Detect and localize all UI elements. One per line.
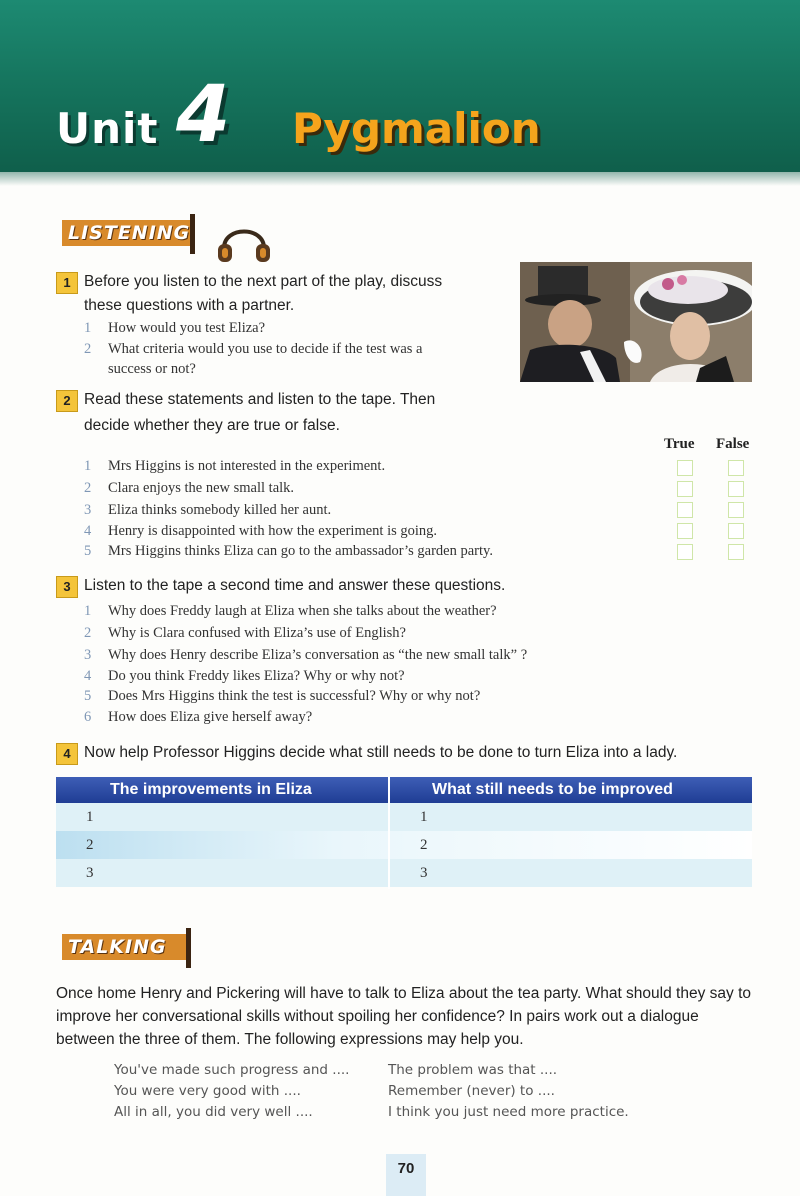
expression: The problem was that .... [388, 1062, 558, 1078]
page-number: 70 [386, 1154, 426, 1196]
q2-statement: 2 Clara enjoys the new small talk. [84, 480, 295, 496]
false-column-label: False [716, 436, 750, 452]
false-checkbox[interactable] [728, 502, 744, 518]
unit-word: Unit [56, 104, 159, 153]
true-checkbox[interactable] [677, 523, 693, 539]
table-header [56, 777, 752, 803]
q3-item: 4 Do you think Freddy likes Eliza? Why or why not? [84, 668, 405, 684]
question-4-number: 4 [56, 743, 78, 765]
q2-statement: 4 Henry is disappointed with how the experiment is going. [84, 523, 438, 539]
q3-item: 6 How does Eliza give herself away? [84, 709, 313, 725]
true-checkbox[interactable] [677, 460, 693, 476]
table-cell: 1 [420, 809, 428, 825]
listening-tag [62, 214, 198, 250]
table-row [56, 803, 752, 831]
question-1-number: 1 [56, 272, 78, 294]
unit-banner [0, 0, 800, 172]
q2-statement: 1 Mrs Higgins is not interested in the experiment. [84, 458, 386, 474]
talking-tag-label: TALKING [68, 936, 167, 958]
q3-item: 1 Why does Freddy laugh at Eliza when she talks about the weather? [84, 603, 497, 619]
question-2-line-2: decide whether they are true or false. [84, 417, 340, 434]
q3-item: 5 Does Mrs Higgins think the test is successful? Why or why not? [84, 688, 481, 704]
q2-statement: 5 Mrs Higgins thinks Eliza can go to the ambassador’s garden party. [84, 543, 493, 559]
question-1-line-1: Before you listen to the next part of the play, discuss [84, 273, 443, 290]
expression: Remember (never) to .... [388, 1083, 555, 1099]
true-checkbox[interactable] [677, 544, 693, 560]
false-checkbox[interactable] [728, 544, 744, 560]
listening-tag-label: LISTENING [68, 222, 191, 244]
q2-statement: 3 Eliza thinks somebody killed her aunt. [84, 502, 332, 518]
play-scene-photo [520, 262, 752, 382]
table-row [56, 859, 752, 887]
unit-number: 4 [176, 70, 231, 160]
expression: You've made such progress and .... [114, 1062, 350, 1078]
table-cell: 1 [86, 809, 94, 825]
table-row [56, 831, 752, 859]
table-column-divider [388, 777, 390, 889]
table-header-still-needed: What still needs to be improved [432, 781, 673, 798]
false-checkbox[interactable] [728, 460, 744, 476]
question-1-line-2: these questions with a partner. [84, 297, 295, 314]
headphones-icon [216, 218, 272, 264]
question-2-number: 2 [56, 390, 78, 412]
q1-item: 2 What criteria would you use to decide if the test was a [84, 341, 423, 357]
table-cell: 3 [86, 865, 94, 881]
improvements-table [56, 777, 752, 887]
unit-title: Pygmalion [292, 104, 541, 153]
talking-tag [62, 928, 198, 964]
expression: All in all, you did very well .... [114, 1104, 313, 1120]
question-3-text: Listen to the tape a second time and answer these questions. [84, 577, 506, 594]
q3-item: 2 Why is Clara confused with Eliza’s use of English? [84, 625, 406, 641]
table-cell: 2 [420, 837, 428, 853]
question-3-number: 3 [56, 576, 78, 598]
table-cell: 3 [420, 865, 428, 881]
q3-item: 3 Why does Henry describe Eliza’s conversation as “the new small talk” ? [84, 647, 528, 663]
question-2-line-1: Read these statements and listen to the tape. Then [84, 391, 436, 408]
true-checkbox[interactable] [677, 502, 693, 518]
q1-item: success or not? [108, 361, 196, 377]
expression: I think you just need more practice. [388, 1104, 629, 1120]
table-header-improvements: The improvements in Eliza [110, 781, 312, 798]
true-checkbox[interactable] [677, 481, 693, 497]
table-cell: 2 [86, 837, 94, 853]
talking-instructions: Once home Henry and Pickering will have to talk to Eliza about the tea party. What should they say to improve her conversational skills without spoiling her confidence? In pairs work out a dialogue between the three of them. The following expressions may help you. [56, 985, 751, 1048]
false-checkbox[interactable] [728, 523, 744, 539]
expression: You were very good with .... [114, 1083, 301, 1099]
false-checkbox[interactable] [728, 481, 744, 497]
q1-item: 1 How would you test Eliza? [84, 320, 266, 336]
true-column-label: True [664, 436, 695, 452]
question-4-text: Now help Professor Higgins decide what still needs to be done to turn Eliza into a lady. [84, 744, 678, 761]
photo-illustration [520, 262, 752, 382]
